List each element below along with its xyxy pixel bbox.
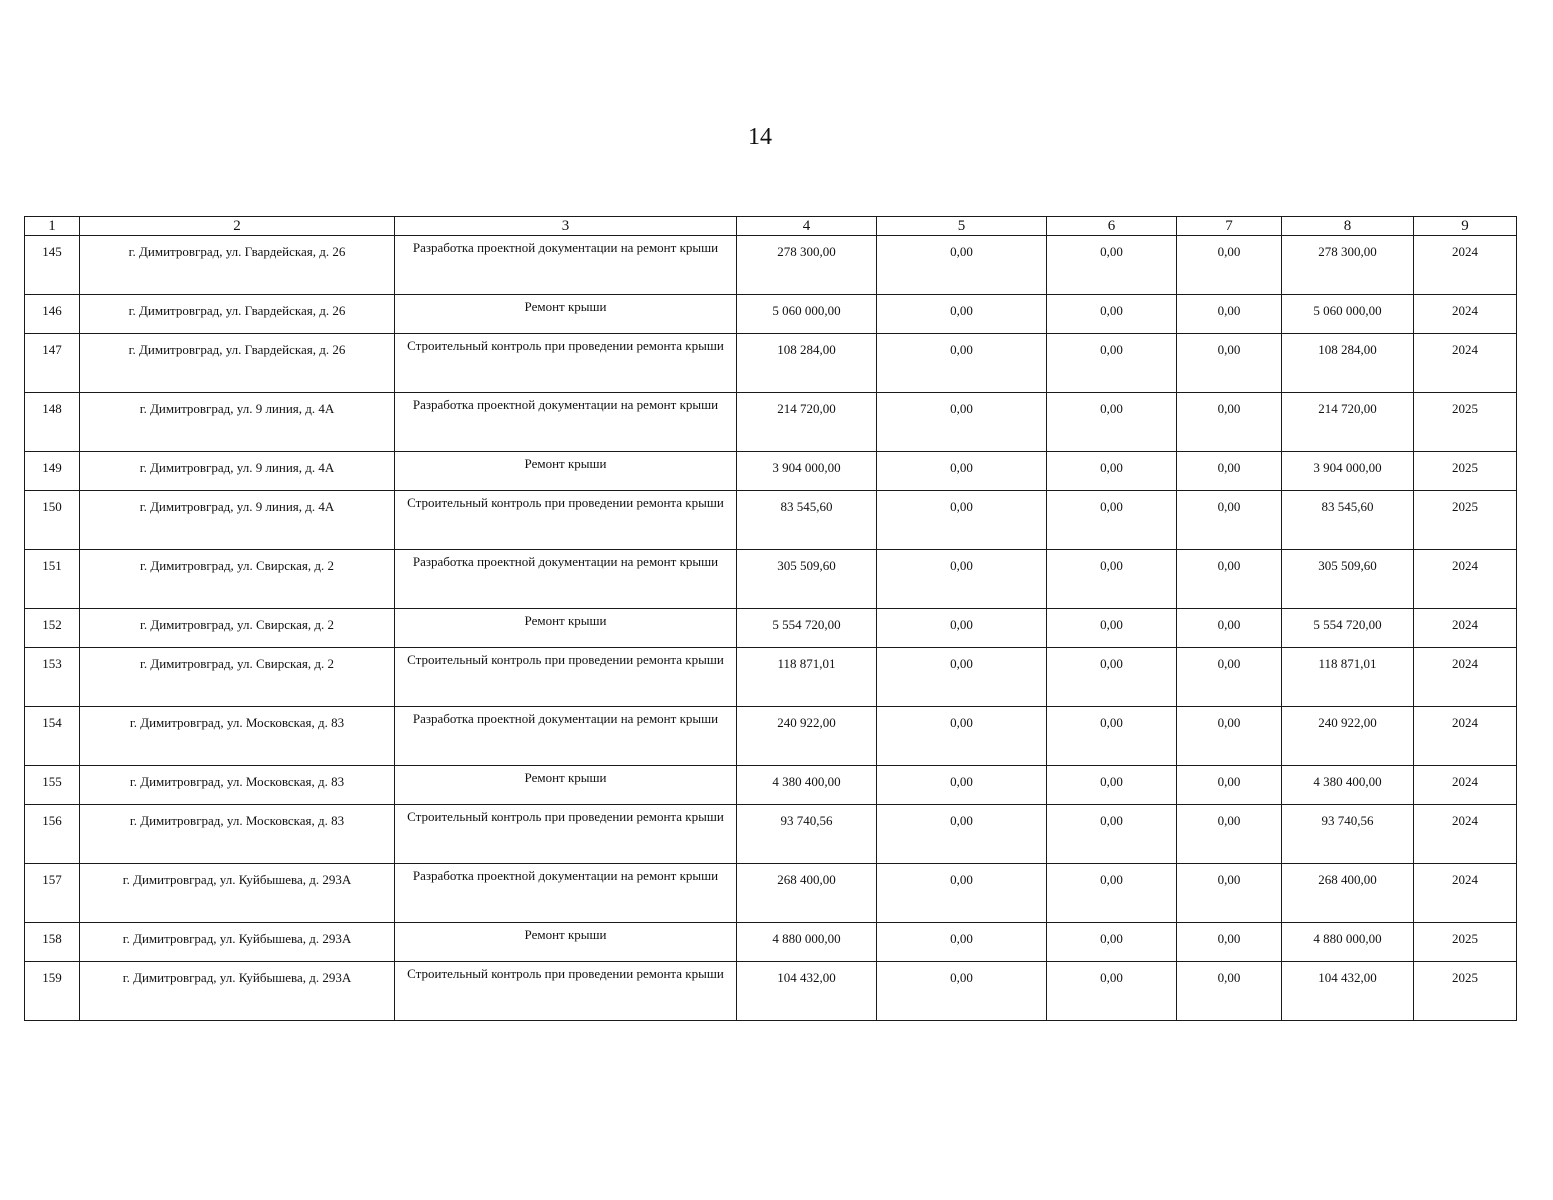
total-cell: 5 060 000,00 <box>1282 295 1414 334</box>
amount-cell: 0,00 <box>1177 550 1282 609</box>
table-row <box>25 236 1517 295</box>
amount-cell: 0,00 <box>877 393 1047 452</box>
amount-cell: 0,00 <box>1177 609 1282 648</box>
year-cell: 2024 <box>1414 707 1517 766</box>
cost-cell: 4 380 400,00 <box>737 766 877 805</box>
table-row <box>25 707 1517 766</box>
address-cell: г. Димитровград, ул. Свирская, д. 2 <box>80 648 395 707</box>
row-number: 145 <box>25 236 80 295</box>
total-cell: 305 509,60 <box>1282 550 1414 609</box>
amount-cell: 0,00 <box>1047 609 1177 648</box>
table-row <box>25 550 1517 609</box>
table-row <box>25 766 1517 805</box>
year-cell: 2024 <box>1414 236 1517 295</box>
amount-cell: 0,00 <box>877 923 1047 962</box>
work-type-cell: Строительный контроль при проведении ремонта крыши <box>395 805 737 864</box>
amount-cell: 0,00 <box>1177 962 1282 1021</box>
work-type-cell: Строительный контроль при проведении ремонта крыши <box>395 648 737 707</box>
cost-cell: 108 284,00 <box>737 334 877 393</box>
address-cell: г. Димитровград, ул. Гвардейская, д. 26 <box>80 295 395 334</box>
amount-cell: 0,00 <box>1047 236 1177 295</box>
table-row <box>25 805 1517 864</box>
row-number: 158 <box>25 923 80 962</box>
amount-cell: 0,00 <box>1177 707 1282 766</box>
amount-cell: 0,00 <box>877 334 1047 393</box>
year-cell: 2024 <box>1414 805 1517 864</box>
column-header: 8 <box>1282 217 1414 236</box>
amount-cell: 0,00 <box>877 648 1047 707</box>
row-number: 157 <box>25 864 80 923</box>
cost-cell: 3 904 000,00 <box>737 452 877 491</box>
amount-cell: 0,00 <box>877 766 1047 805</box>
address-cell: г. Димитровград, ул. Московская, д. 83 <box>80 766 395 805</box>
cost-cell: 118 871,01 <box>737 648 877 707</box>
column-header: 2 <box>80 217 395 236</box>
header-row <box>25 217 1517 236</box>
amount-cell: 0,00 <box>877 491 1047 550</box>
address-cell: г. Димитровград, ул. Гвардейская, д. 26 <box>80 334 395 393</box>
cost-cell: 240 922,00 <box>737 707 877 766</box>
address-cell: г. Димитровград, ул. 9 линия, д. 4А <box>80 393 395 452</box>
amount-cell: 0,00 <box>1047 393 1177 452</box>
column-header: 1 <box>25 217 80 236</box>
total-cell: 214 720,00 <box>1282 393 1414 452</box>
amount-cell: 0,00 <box>1177 452 1282 491</box>
amount-cell: 0,00 <box>1047 962 1177 1021</box>
column-header: 3 <box>395 217 737 236</box>
amount-cell: 0,00 <box>877 236 1047 295</box>
amount-cell: 0,00 <box>1047 864 1177 923</box>
amount-cell: 0,00 <box>1047 805 1177 864</box>
row-number: 146 <box>25 295 80 334</box>
year-cell: 2025 <box>1414 491 1517 550</box>
total-cell: 268 400,00 <box>1282 864 1414 923</box>
amount-cell: 0,00 <box>877 805 1047 864</box>
row-number: 148 <box>25 393 80 452</box>
table-row <box>25 491 1517 550</box>
address-cell: г. Димитровград, ул. Гвардейская, д. 26 <box>80 236 395 295</box>
amount-cell: 0,00 <box>1177 766 1282 805</box>
year-cell: 2024 <box>1414 648 1517 707</box>
address-cell: г. Димитровград, ул. 9 линия, д. 4А <box>80 452 395 491</box>
total-cell: 93 740,56 <box>1282 805 1414 864</box>
work-type-cell: Строительный контроль при проведении ремонта крыши <box>395 491 737 550</box>
row-number: 155 <box>25 766 80 805</box>
row-number: 147 <box>25 334 80 393</box>
cost-cell: 268 400,00 <box>737 864 877 923</box>
work-type-cell: Разработка проектной документации на ремонт крыши <box>395 707 737 766</box>
cost-cell: 4 880 000,00 <box>737 923 877 962</box>
amount-cell: 0,00 <box>877 707 1047 766</box>
year-cell: 2025 <box>1414 923 1517 962</box>
total-cell: 4 380 400,00 <box>1282 766 1414 805</box>
cost-cell: 83 545,60 <box>737 491 877 550</box>
row-number: 156 <box>25 805 80 864</box>
cost-cell: 104 432,00 <box>737 962 877 1021</box>
cost-cell: 5 554 720,00 <box>737 609 877 648</box>
address-cell: г. Димитровград, ул. Свирская, д. 2 <box>80 609 395 648</box>
year-cell: 2024 <box>1414 334 1517 393</box>
year-cell: 2024 <box>1414 295 1517 334</box>
address-cell: г. Димитровград, ул. Куйбышева, д. 293А <box>80 864 395 923</box>
row-number: 151 <box>25 550 80 609</box>
row-number: 159 <box>25 962 80 1021</box>
total-cell: 278 300,00 <box>1282 236 1414 295</box>
work-type-cell: Ремонт крыши <box>395 766 737 805</box>
work-type-cell: Ремонт крыши <box>395 923 737 962</box>
cost-cell: 305 509,60 <box>737 550 877 609</box>
column-header: 5 <box>877 217 1047 236</box>
amount-cell: 0,00 <box>1047 923 1177 962</box>
total-cell: 3 904 000,00 <box>1282 452 1414 491</box>
year-cell: 2025 <box>1414 962 1517 1021</box>
amount-cell: 0,00 <box>1047 295 1177 334</box>
table-row <box>25 864 1517 923</box>
column-header: 9 <box>1414 217 1517 236</box>
cost-cell: 93 740,56 <box>737 805 877 864</box>
work-type-cell: Разработка проектной документации на ремонт крыши <box>395 550 737 609</box>
amount-cell: 0,00 <box>1177 236 1282 295</box>
year-cell: 2025 <box>1414 393 1517 452</box>
total-cell: 4 880 000,00 <box>1282 923 1414 962</box>
address-cell: г. Димитровград, ул. Куйбышева, д. 293А <box>80 962 395 1021</box>
works-table <box>24 216 1517 1021</box>
row-number: 153 <box>25 648 80 707</box>
work-type-cell: Разработка проектной документации на ремонт крыши <box>395 864 737 923</box>
year-cell: 2024 <box>1414 609 1517 648</box>
work-type-cell: Ремонт крыши <box>395 452 737 491</box>
table-row <box>25 609 1517 648</box>
work-type-cell: Разработка проектной документации на ремонт крыши <box>395 236 737 295</box>
amount-cell: 0,00 <box>1177 923 1282 962</box>
row-number: 154 <box>25 707 80 766</box>
amount-cell: 0,00 <box>1047 491 1177 550</box>
amount-cell: 0,00 <box>877 295 1047 334</box>
page-number: 14 <box>748 124 772 150</box>
total-cell: 118 871,01 <box>1282 648 1414 707</box>
column-header: 6 <box>1047 217 1177 236</box>
amount-cell: 0,00 <box>1047 707 1177 766</box>
amount-cell: 0,00 <box>1177 295 1282 334</box>
work-type-cell: Ремонт крыши <box>395 609 737 648</box>
work-type-cell: Строительный контроль при проведении ремонта крыши <box>395 334 737 393</box>
row-number: 150 <box>25 491 80 550</box>
amount-cell: 0,00 <box>1177 491 1282 550</box>
table-row <box>25 393 1517 452</box>
amount-cell: 0,00 <box>1177 805 1282 864</box>
work-type-cell: Строительный контроль при проведении ремонта крыши <box>395 962 737 1021</box>
table-row <box>25 923 1517 962</box>
table-row <box>25 452 1517 491</box>
work-type-cell: Разработка проектной документации на ремонт крыши <box>395 393 737 452</box>
table-row <box>25 962 1517 1021</box>
cost-cell: 214 720,00 <box>737 393 877 452</box>
amount-cell: 0,00 <box>877 550 1047 609</box>
amount-cell: 0,00 <box>1047 334 1177 393</box>
table-row <box>25 295 1517 334</box>
amount-cell: 0,00 <box>1177 648 1282 707</box>
amount-cell: 0,00 <box>877 609 1047 648</box>
year-cell: 2024 <box>1414 864 1517 923</box>
table-row <box>25 648 1517 707</box>
amount-cell: 0,00 <box>1047 648 1177 707</box>
address-cell: г. Димитровград, ул. 9 линия, д. 4А <box>80 491 395 550</box>
amount-cell: 0,00 <box>877 452 1047 491</box>
total-cell: 108 284,00 <box>1282 334 1414 393</box>
row-number: 152 <box>25 609 80 648</box>
cost-cell: 5 060 000,00 <box>737 295 877 334</box>
year-cell: 2024 <box>1414 766 1517 805</box>
year-cell: 2024 <box>1414 550 1517 609</box>
amount-cell: 0,00 <box>1047 766 1177 805</box>
work-type-cell: Ремонт крыши <box>395 295 737 334</box>
address-cell: г. Димитровград, ул. Куйбышева, д. 293А <box>80 923 395 962</box>
total-cell: 5 554 720,00 <box>1282 609 1414 648</box>
amount-cell: 0,00 <box>877 864 1047 923</box>
address-cell: г. Димитровград, ул. Московская, д. 83 <box>80 805 395 864</box>
amount-cell: 0,00 <box>1177 334 1282 393</box>
cost-cell: 278 300,00 <box>737 236 877 295</box>
amount-cell: 0,00 <box>1047 550 1177 609</box>
amount-cell: 0,00 <box>1177 393 1282 452</box>
address-cell: г. Димитровград, ул. Свирская, д. 2 <box>80 550 395 609</box>
total-cell: 83 545,60 <box>1282 491 1414 550</box>
year-cell: 2025 <box>1414 452 1517 491</box>
amount-cell: 0,00 <box>877 962 1047 1021</box>
total-cell: 240 922,00 <box>1282 707 1414 766</box>
row-number: 149 <box>25 452 80 491</box>
amount-cell: 0,00 <box>1047 452 1177 491</box>
total-cell: 104 432,00 <box>1282 962 1414 1021</box>
amount-cell: 0,00 <box>1177 864 1282 923</box>
table-row <box>25 334 1517 393</box>
column-header: 7 <box>1177 217 1282 236</box>
column-header: 4 <box>737 217 877 236</box>
address-cell: г. Димитровград, ул. Московская, д. 83 <box>80 707 395 766</box>
